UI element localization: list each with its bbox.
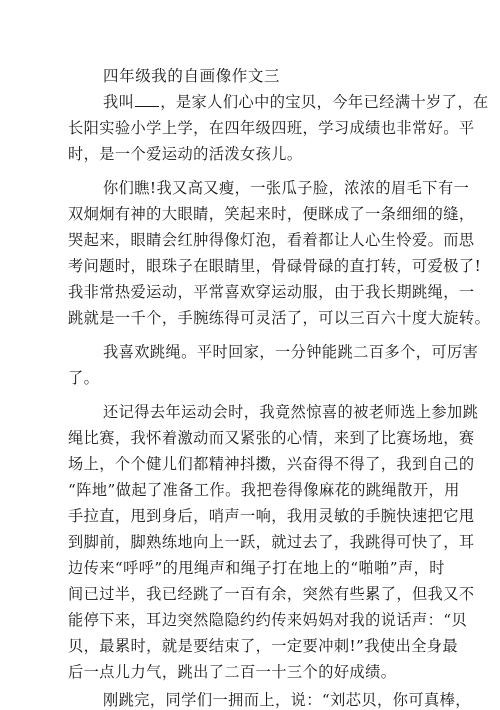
text-line: 场上，个个健儿们都精神抖擞，兴奋得不得了，我到自己的 <box>68 455 475 473</box>
text-line: 刚跳完，同学们一拥而上，说：“刘芯贝，你可真棒， <box>103 691 471 709</box>
document-title: 四年级我的自画像作文三 <box>103 67 281 85</box>
text-line: 到脚前，脚熟练地向上一跃，就过去了，我跳得可快了，耳 <box>68 533 475 551</box>
text-segment: ，是家人们心中的宝贝，今年已经满十岁了，在 <box>160 93 489 111</box>
text-line: 双炯炯有神的大眼睛，笑起来时，便眯成了一条细细的缝， <box>68 205 475 223</box>
text-line: 我非常热爱运动，平常喜欢穿运动服，由于我长期跳绳，一 <box>68 283 475 301</box>
text-line: 还记得去年运动会时，我竟然惊喜的被老师选上参加跳 <box>103 403 479 421</box>
text-line: 我喜欢跳绳。平时回家，一分钟能跳二百多个，可厉害 <box>103 343 479 361</box>
text-line: 时，是一个爱运动的活泼女孩儿。 <box>68 145 303 163</box>
name-blank <box>135 93 159 107</box>
text-line: “阵地”做起了准备工作。我把卷得像麻花的跳绳散开，用 <box>68 481 460 499</box>
text-line: 边传来“呼呼”的甩绳声和绳子打在地上的“啪啪”声，时 <box>68 559 445 577</box>
text-line: 能停下来，耳边突然隐隐约约传来妈妈对我的说话声：“贝 <box>68 611 468 629</box>
text-line: 考问题时，眼珠子在眼睛里，骨碌骨碌的直打转，可爱极了! <box>68 257 482 275</box>
text-line: 了。 <box>68 369 100 387</box>
text-segment: 我叫 <box>103 93 135 111</box>
text-line: 跳就是一千个，手腕练得可灵活了，可以三百六十度大旋转。 <box>68 309 491 327</box>
text-line: 长阳实验小学上学，在四年级四班，学习成绩也非常好。平 <box>68 119 475 137</box>
text-line <box>103 92 489 112</box>
text-line: 你们瞧!我又高又瘦，一张瓜子脸，浓浓的眉毛下有一 <box>103 179 470 197</box>
text-line: 后一点儿力气，跳出了二百一十三个的好成绩。 <box>68 663 397 681</box>
text-line: 绳比赛，我怀着激动而又紧张的心情，来到了比赛场地，赛 <box>68 429 475 447</box>
text-line: 间已过半，我已经跳了一百有余，突然有些累了，但我又不 <box>68 585 475 603</box>
text-line: 贝，最累时，就是要结束了，一定要冲刺!”我使出全身最 <box>68 637 459 655</box>
text-line: 哭起来，眼睛会红肿得像灯泡，看着都让人心生怜爱。而思 <box>68 231 475 249</box>
text-line: 手拉直，甩到身后，哨声一响，我用灵敏的手腕快速把它甩 <box>68 507 475 525</box>
